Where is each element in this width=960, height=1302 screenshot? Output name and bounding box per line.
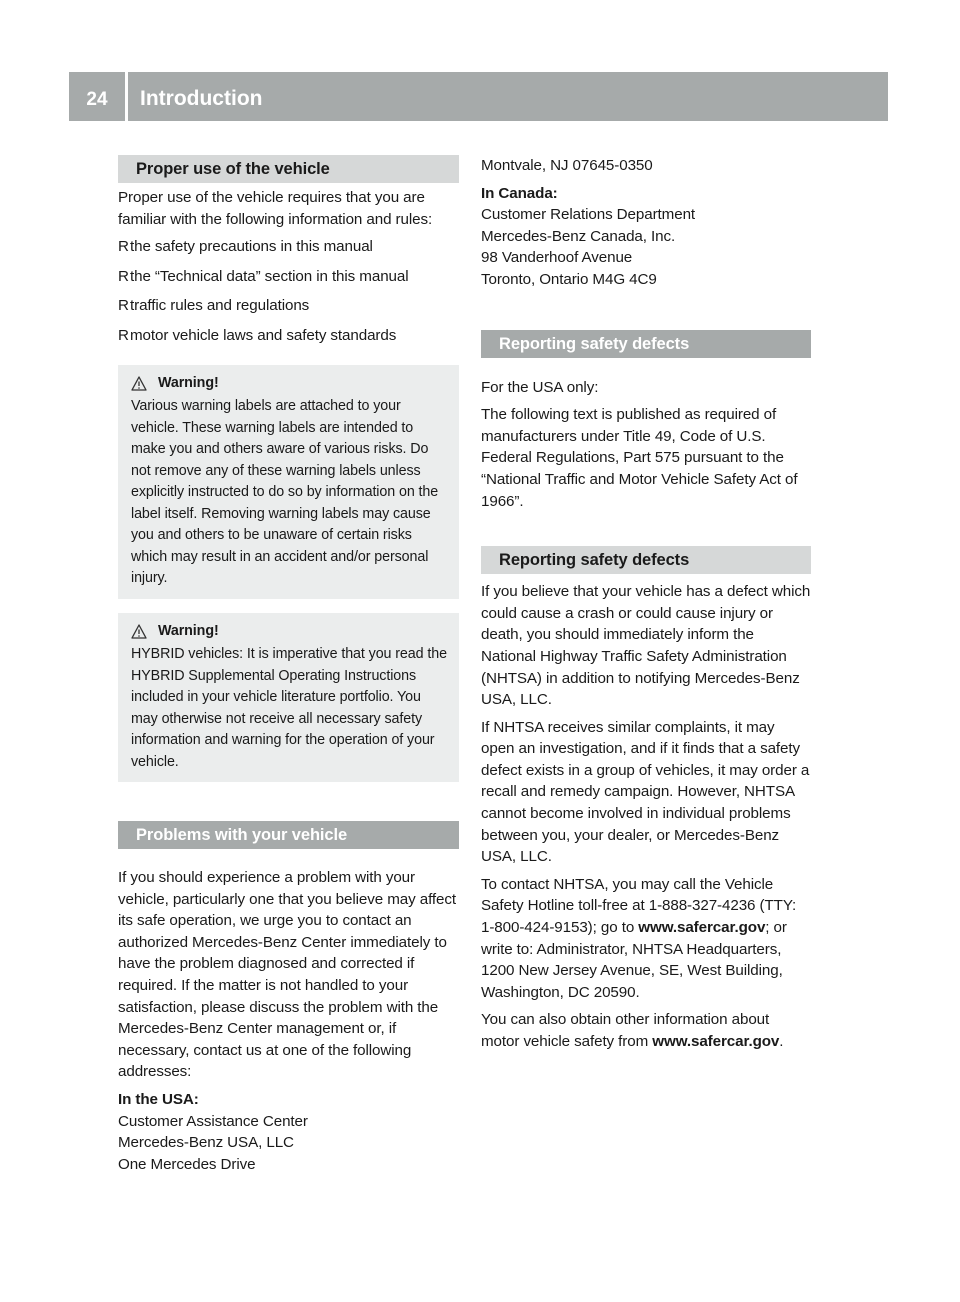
- reporting-usa-only: For the USA only:: [481, 378, 599, 396]
- list-item: R the “Technical data” section in this manual: [118, 266, 459, 288]
- bullet-marker: R: [118, 297, 129, 315]
- page-number: 24: [86, 88, 108, 110]
- reporting-p1: If you believe that your vehicle has a defect which could cause a crash or could cause injury or death, you should immediately inform the National Highway Traffic Safety Administration (NHTSA) in addition to notifying Mercedes-Benz USA, LLC.: [481, 583, 811, 709]
- reporting-p3: To contact NHTSA, you may call the Vehicle Safety Hotline toll-free at 1-888-327-4236 (TTY: 1-800-424-9153); go to www.safercar.gov; or write to: Administrator, NHTSA Headquarters, 1200 New Jersey Avenue, SE, West Building, Washington, DC 20590.: [481, 875, 797, 1001]
- warning-text: Various warning labels are attached to your vehicle. These warning labels are intended to make you and others aware of various risks. Do not remove any of these warning labels unless explicitly instructed to do so by information on the label itself. Removing warning labels may cause you and others to be unaware of certain risks which may result in an accident and/or personal injury.: [131, 398, 439, 587]
- proper-use-intro: Proper use of the vehicle requires that you are familiar with the following information and rules:: [118, 189, 433, 228]
- canada-address: Montvale, NJ 07645-0350 In Canada: Customer Relations Department Mercedes-Benz Canada, Inc. 98 Vanderhoof Avenue Toronto, Ontario M4G 4C9: [481, 157, 696, 288]
- header-divider: [125, 72, 128, 121]
- left-column: [118, 155, 459, 1175]
- warning-title: Warning!: [131, 373, 451, 395]
- list-item: R traffic rules and regulations: [118, 295, 459, 317]
- problems-heading: Problems with your vehicle: [118, 821, 459, 849]
- safercar-link[interactable]: www.safercar.gov: [652, 1033, 780, 1050]
- bullet-marker: R: [118, 267, 129, 285]
- warning-text: HYBRID vehicles: It is imperative that you read the HYBRID Supplemental Operating Instructions included in your vehicle literature portfolio. You may otherwise not receive all necessary safety information and warning for the operation of your vehicle.: [131, 646, 447, 770]
- bullet-marker: R: [118, 326, 129, 344]
- warning-triangle-icon: [131, 624, 147, 639]
- reporting-p2: If NHTSA receives similar complaints, it may open an investigation, and if it finds that a safety defect exists in a group of vehicles, it may order a recall and remedy campaign. However, NHTSA cannot become involved in individual problems between you, your dealer, or Mercedes-Benz USA, LLC.: [481, 718, 810, 866]
- chapter-title: Introduction: [140, 86, 263, 110]
- warning-box: [118, 613, 459, 783]
- problems-text: If you should experience a problem with your vehicle, particularly one that you believe may affect its safe operation, we urge you to contact an authorized Mercedes-Benz Center immediately to have the problem diagnosed and corrected if required. If the matter is not handled to your satisfaction, please discuss the problem with the Mercedes-Benz Center management or, if necessary, contact us at one of the following addresses:: [118, 869, 457, 1081]
- warning-title: Warning!: [131, 621, 451, 643]
- reporting-p4: You can also obtain other information about motor vehicle safety from www.safercar.gov.: [481, 1011, 784, 1050]
- warning-triangle-icon: [131, 376, 147, 391]
- reporting-heading: Reporting safety defects: [481, 330, 811, 358]
- list-item: R the safety precautions in this manual: [118, 236, 459, 258]
- bullet-marker: R: [118, 238, 129, 256]
- safercar-link[interactable]: www.safercar.gov: [638, 919, 766, 937]
- reporting-legal-text: The following text is published as required of manufacturers under Title 49, Code of U.S. Federal Regulations, Part 575 pursuant to the “National Traffic and Motor Vehicle Safety Act of 1966”.: [481, 406, 798, 510]
- usa-address: In the USA: Customer Assistance Center Mercedes-Benz USA, LLC One Mercedes Drive: [118, 1091, 308, 1173]
- warning-box: [118, 365, 459, 599]
- reporting-heading-2: Reporting safety defects: [481, 546, 811, 574]
- list-item: R motor vehicle laws and safety standards: [118, 325, 459, 347]
- right-column: [481, 155, 811, 1059]
- proper-use-heading: Proper use of the vehicle: [118, 155, 459, 183]
